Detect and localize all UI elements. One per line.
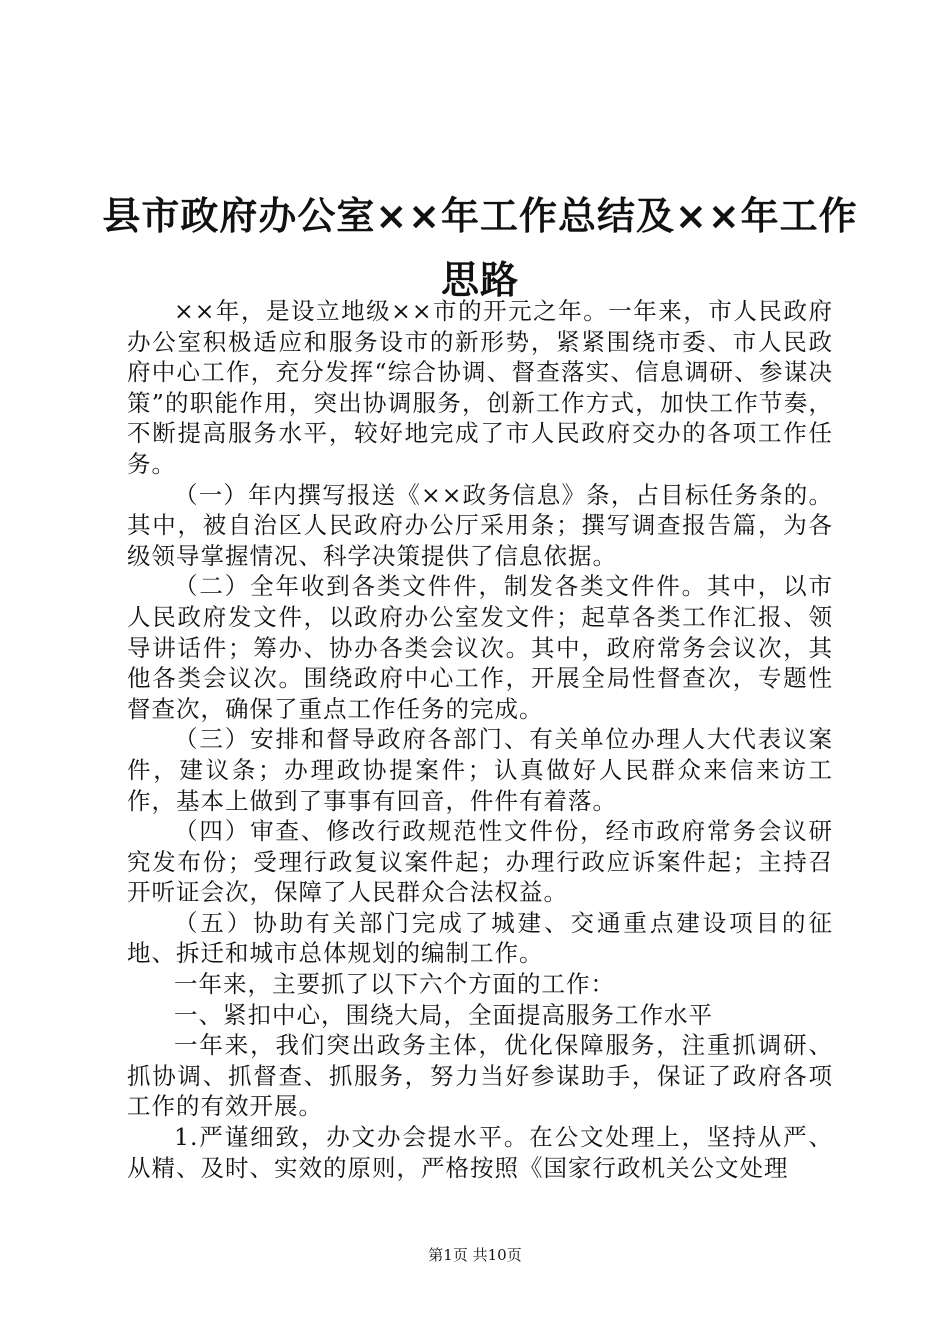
paragraph-item-5: （五）协助有关部门完成了城建、交通重点建设项目的征地、拆迁和城市总体规划的编制工作。 — [127, 908, 833, 968]
paragraph-item-1: （一）年内撰写报送《××政务信息》条，占目标任务条的。其中，被自治区人民政府办公厅采用条；撰写调查报告篇，为各级领导掌握情况、科学决策提供了信息依据。 — [127, 480, 833, 570]
paragraph-item-2: （二）全年收到各类文件件，制发各类文件件。其中，以市人民政府发文件，以政府办公室发文件；起草各类工作汇报、领导讲话件；筹办、协办各类会议次。其中，政府常务会议次，其他各类会议次。围绕政府中心工作，开展全局性督查次，专题性督查次，确保了重点工作任务的完成。 — [127, 572, 833, 723]
paragraph-item-4: （四）审查、修改行政规范性文件份，经市政府常务会议研究发布份；受理行政复议案件起；办理行政应诉案件起；主持召开听证会次，保障了人民群众合法权益。 — [127, 817, 833, 907]
paragraph-summary: 一年来，主要抓了以下六个方面的工作： — [174, 970, 615, 999]
paragraph-item-3: （三）安排和督导政府各部门、有关单位办理人大代表议案件，建议条；办理政协提案件；认真做好人民群众来信来访工作，基本上做到了事事有回音，件件有着落。 — [127, 725, 833, 815]
document-title: 县市政府办公室××年工作总结及××年工作思路 — [102, 194, 858, 302]
paragraph-section-1: 一年来，我们突出政务主体，优化保障服务，注重抓调研、抓协调、抓督查、抓服务，努力当好参谋助手，保证了政府各项工作的有效开展。 — [127, 1031, 833, 1121]
section-heading-1: 一、紧扣中心，围绕大局，全面提高服务工作水平 — [174, 1000, 713, 1029]
page-number-footer: 第1页 共10页 — [428, 1246, 522, 1264]
paragraph-subsection-1: 1.严谨细致，办文办会提水平。在公文处理上，坚持从严、从精、及时、实效的原则，严格按照《国家行政机关公文处理 — [127, 1123, 833, 1182]
document-body — [127, 296, 833, 1183]
paragraph-intro: ××年，是设立地级××市的开元之年。一年来，市人民政府办公室积极适应和服务设市的新形势，紧紧围绕市委、市人民政府中心工作，充分发挥“综合协调、督查落实、信息调研、参谋决策”的职能作用，突出协调服务，创新工作方式，加快工作节奏，不断提高服务水平，较好地完成了市人民政府交办的各项工作任务。 — [127, 297, 833, 478]
